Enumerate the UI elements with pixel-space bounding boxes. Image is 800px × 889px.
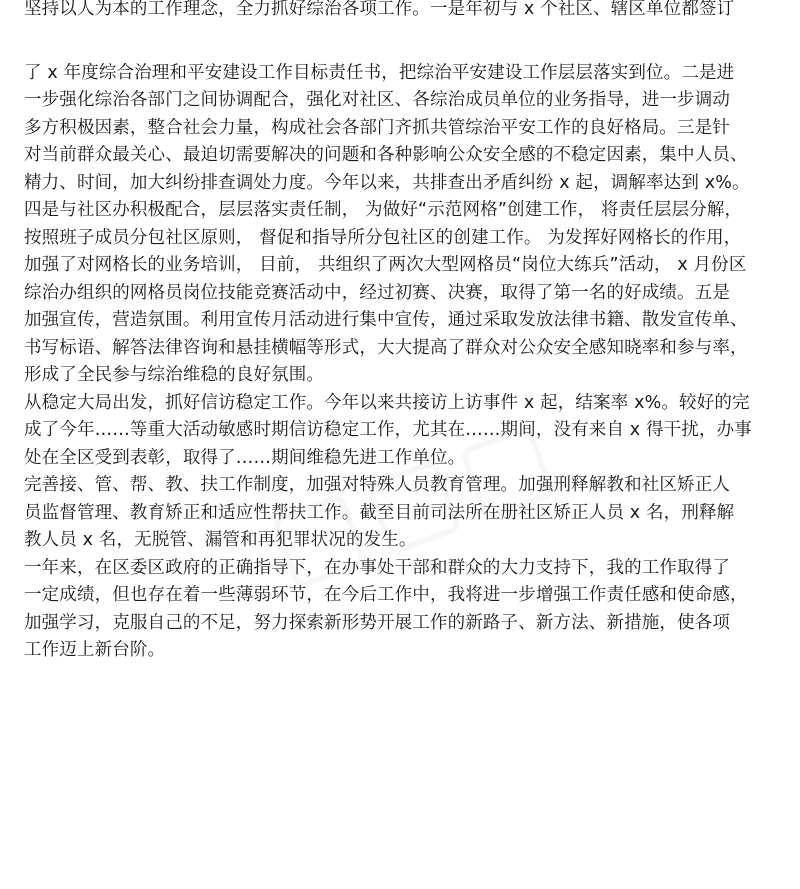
text-line: 对当前群众最关心、最迫切需要解决的问题和各种影响公众安全感的不稳定因素，集中人员、 (24, 145, 748, 165)
text-line: 处在全区受到表彰，取得了……期间维稳先进工作单位。 (24, 447, 466, 468)
text-line: 精力、时间，加大纠纷排查调处力度。今年以来，共排查出矛盾纠纷 x 起，调解率达到 x%。 (24, 172, 750, 193)
text-line: 一定成绩，但也存在着一些薄弱环节，在今后工作中，我将进一步增强工作责任感和使命感， (24, 585, 748, 605)
text-line: 形成了全民参与综治维稳的良好氛围。 (24, 365, 325, 385)
text-line: 从稳定大局出发，抓好信访稳定工作。今年以来共接访上访事件 x 起，结案率 x%。较好的完 (24, 392, 750, 413)
text-line: 加强宣传，营造氛围。利用宣传月活动进行集中宣传，通过采取发放法律书籍、散发宣传单、 (24, 310, 748, 330)
text-line: 综治办组织的网格员岗位技能竞赛活动中，经过初赛、决赛，取得了第一名的好成绩。五是 (24, 282, 730, 303)
text-line: 一步强化综治各部门之间协调配合，强化对社区、各综治成员单位的业务指导，进一步调动 (24, 90, 730, 110)
text-line: 教人员 x 名，无脱管、漏管和再犯罪状况的发生。 (24, 530, 417, 550)
text-line: 按照班子成员分包社区原则， 督促和指导所分包社区的创建工作。 为发挥好网格长的作用， (24, 227, 742, 248)
document-body (24, 60, 780, 665)
text-line: 员监督管理、教育矫正和适应性帮扶工作。截至目前司法所在册社区矫正人员 x 名，刑释解 (24, 502, 735, 523)
text-line: 加强学习，克服自己的不足，努力探索新形势开展工作的新路子、新方法、新措施，使各项 (24, 612, 730, 633)
text-line: 书写标语、解答法律咨询和悬挂横幅等形式，大大提高了群众对公众安全感知晓率和参与率， (24, 337, 748, 358)
text-line: 四是与社区办积极配合，层层落实责任制， 为做好“示范网格”创建工作， 将责任层层分解， (24, 200, 743, 220)
text-line: 坚持以人为本的工作理念，全力抓好综治各项工作。一是年初与 x 个社区、辖区单位都签订 (24, 0, 735, 19)
document-page (24, 0, 780, 665)
text-line: 工作迈上新台阶。 (24, 640, 166, 660)
text-line: 了 x 年度综合治理和平安建设工作目标责任书，把综治平安建设工作层层落实到位。二是进 (24, 62, 735, 83)
text-line: 加强了对网格长的业务培训， 目前， 共组织了两次大型网格员“岗位大练兵”活动， x 月份区 (24, 255, 747, 275)
text-line: 多方积极因素，整合社会力量，构成社会各部门齐抓共管综治平安工作的良好格局。三是针 (24, 117, 730, 138)
text-line: 一年来，在区委区政府的正确指导下，在办事处干部和群众的大力支持下，我的工作取得了 (24, 557, 730, 578)
text-line: 成了今年……等重大活动敏感时期信访稳定工作，尤其在……期间，没有来自 x 得干扰，办事 (24, 420, 752, 440)
text-line: 完善接、管、帮、教、扶工作制度，加强对特殊人员教育管理。加强刑释解教和社区矫正人 (24, 475, 730, 495)
paragraph-gap (24, 24, 780, 60)
